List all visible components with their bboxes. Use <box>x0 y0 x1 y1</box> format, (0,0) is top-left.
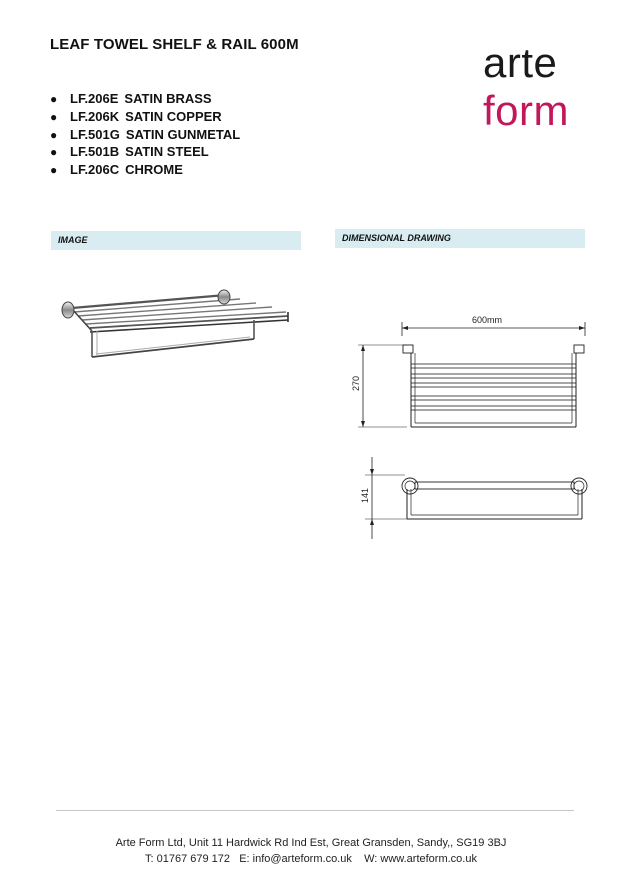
height-dimension-label: 270 <box>351 375 361 391</box>
footer-phone: T: 01767 679 172 <box>145 853 231 865</box>
footer-website[interactable]: W: www.arteform.co.uk <box>364 853 477 865</box>
depth-dimension-label: 141 <box>360 487 370 503</box>
bullet-icon: ● <box>50 92 58 106</box>
logo-line-form: form <box>483 87 569 134</box>
variant-item <box>50 161 240 179</box>
logo-line-arte: arte <box>483 39 558 86</box>
page-title: LEAF TOWEL SHELF & RAIL 600M <box>50 36 299 53</box>
bullet-icon: ● <box>50 145 58 160</box>
variant-finish: SATIN GUNMETAL <box>125 126 241 142</box>
bullet-icon: ● <box>50 127 58 142</box>
brand-logo <box>483 40 569 134</box>
variant-finish: SATIN BRASS <box>124 91 212 106</box>
bullet-icon: ● <box>50 163 58 178</box>
top-view-drawing <box>345 455 595 545</box>
variant-code: LF.206K <box>70 108 120 124</box>
image-section-header: IMAGE <box>51 231 301 250</box>
variant-code: LF.501B <box>70 144 120 160</box>
footer-email[interactable]: E: info@arteform.co.uk <box>239 853 352 865</box>
width-dimension-label: 600mm <box>472 315 503 325</box>
variant-item <box>50 143 240 161</box>
drawing-section-header: DIMENSIONAL DRAWING <box>335 229 585 248</box>
product-image <box>50 285 300 375</box>
footer-contact <box>0 853 622 865</box>
variant-code: LF.206E <box>70 91 119 106</box>
variant-finish: CHROME <box>125 162 183 178</box>
variant-list <box>50 90 240 179</box>
front-view-drawing <box>345 310 595 435</box>
variant-code: LF.206C <box>70 162 120 178</box>
variant-item <box>50 108 240 126</box>
variant-finish: SATIN COPPER <box>125 108 222 124</box>
variant-item <box>50 126 240 144</box>
footer-address: Arte Form Ltd, Unit 11 Hardwick Rd Ind Est, Great Gransden, Sandy,, SG19 3BJ <box>115 837 507 849</box>
variant-item <box>50 90 240 108</box>
bullet-icon: ● <box>50 109 58 124</box>
variant-finish: SATIN STEEL <box>125 144 209 160</box>
footer-divider <box>56 810 574 811</box>
variant-code: LF.501G <box>70 126 120 142</box>
